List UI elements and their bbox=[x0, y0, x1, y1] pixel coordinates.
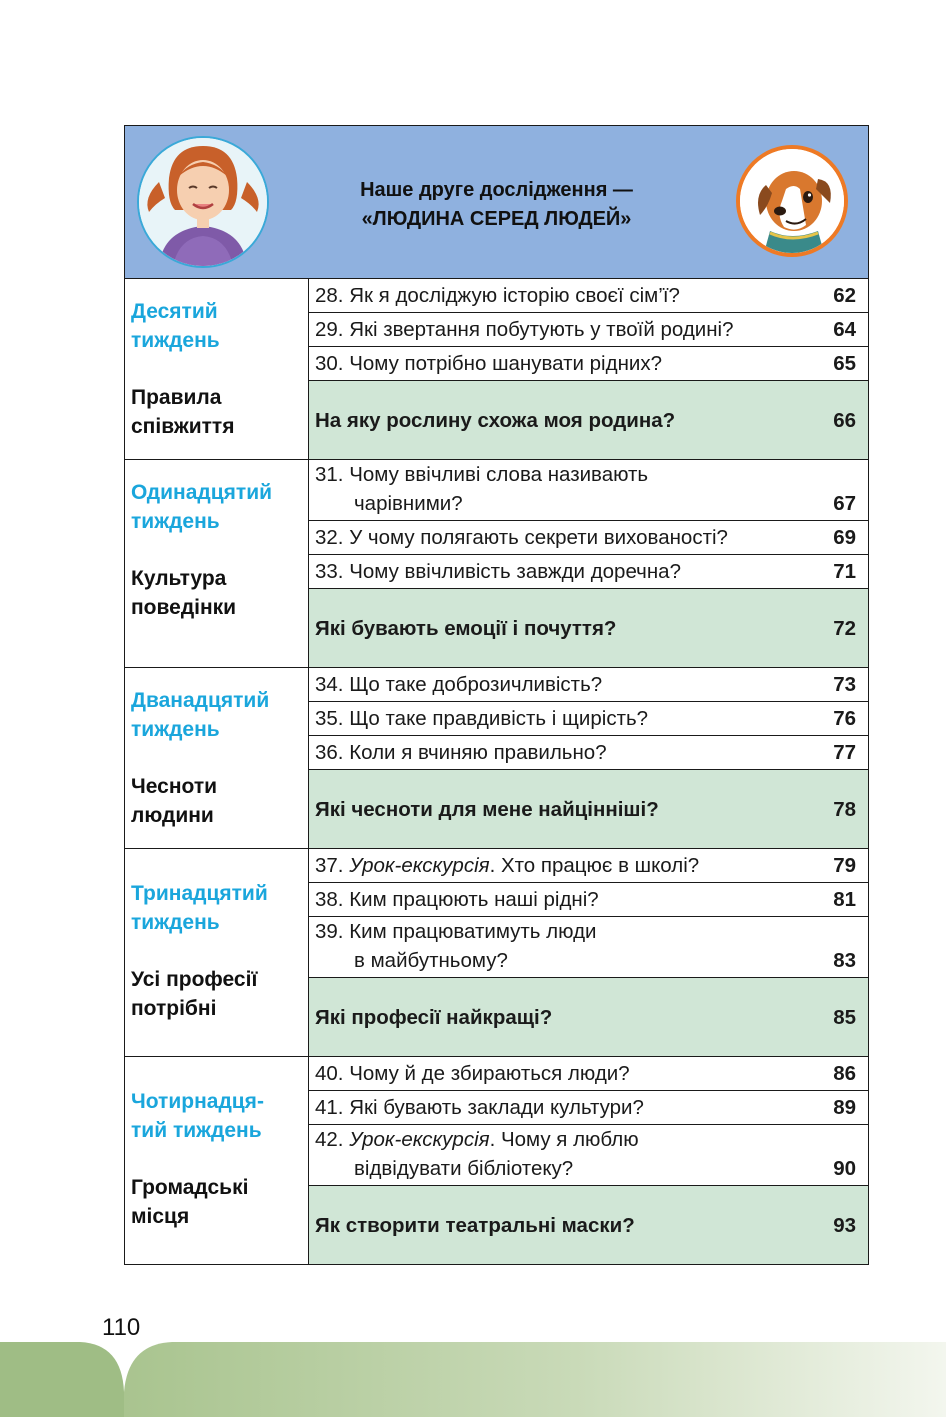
lesson-row[interactable] bbox=[309, 460, 869, 521]
lesson-page: 77 bbox=[833, 741, 856, 764]
lesson-row[interactable] bbox=[309, 279, 869, 313]
week-cell bbox=[125, 668, 309, 849]
lesson-page: 90 bbox=[833, 1157, 856, 1180]
lesson-row[interactable] bbox=[309, 1091, 869, 1125]
week-topic: Культура поведінки bbox=[131, 567, 237, 619]
week-topic: Громадські місця bbox=[131, 1176, 249, 1228]
lesson-page: 65 bbox=[833, 352, 856, 375]
lesson-row[interactable] bbox=[309, 849, 869, 883]
lesson-row[interactable] bbox=[309, 1125, 869, 1186]
project-row[interactable] bbox=[309, 589, 869, 668]
lesson-page: 89 bbox=[833, 1096, 856, 1119]
lesson-page: 93 bbox=[833, 1213, 856, 1237]
lesson-title: 31. Чому ввічливі слова називають чарівними? bbox=[315, 463, 649, 515]
lesson-row[interactable] bbox=[309, 347, 869, 381]
section-title-line-2: «ЛЮДИНА СЕРЕД ЛЮДЕЙ» bbox=[361, 208, 632, 230]
lesson-page: 78 bbox=[833, 797, 856, 821]
project-title: Які бувають емоції і почуття? bbox=[315, 616, 617, 640]
week-name: Чотирнадця- тий тиждень bbox=[131, 1090, 264, 1142]
week-name: Дванадцятий тиждень bbox=[131, 689, 270, 741]
week-name: Одинадцятий тиждень bbox=[131, 481, 273, 533]
week-topic: Чесноти людини bbox=[131, 775, 218, 827]
lesson-title: 30. Чому потрібно шанувати рідних? bbox=[315, 352, 662, 375]
lesson-page: 85 bbox=[833, 1005, 856, 1029]
section-title-line-1: Наше друге дослідження — bbox=[360, 179, 633, 201]
lesson-page: 83 bbox=[833, 949, 856, 972]
lesson-page: 69 bbox=[833, 526, 856, 549]
week-cell bbox=[125, 460, 309, 668]
lesson-title: 35. Що таке правдивість і щирість? bbox=[315, 707, 649, 730]
lesson-row[interactable] bbox=[309, 917, 869, 978]
lesson-title: 36. Коли я вчиняю правильно? bbox=[315, 741, 607, 764]
lesson-page: 86 bbox=[833, 1062, 856, 1085]
week-name: Десятий тиждень bbox=[131, 300, 220, 352]
lesson-page: 81 bbox=[833, 888, 856, 911]
lesson-page: 62 bbox=[833, 284, 856, 307]
project-title: Які професії найкращі? bbox=[315, 1005, 553, 1029]
project-title: Які чесноти для мене найцінніші? bbox=[315, 797, 659, 821]
lesson-page: 76 bbox=[833, 707, 856, 730]
week-cell bbox=[125, 279, 309, 460]
week-topic: Усі професії потрібні bbox=[131, 968, 258, 1020]
table-of-contents bbox=[124, 125, 869, 1265]
project-row[interactable] bbox=[309, 770, 869, 849]
week-name: Тринадцятий тиждень bbox=[131, 882, 268, 934]
footer-decoration bbox=[0, 1342, 946, 1417]
lesson-page: 71 bbox=[833, 560, 856, 583]
project-title: На яку рослину схожа моя родина? bbox=[315, 408, 676, 432]
week-topic: Правила співжиття bbox=[131, 386, 235, 438]
section-header bbox=[125, 126, 869, 279]
project-title: Як створити театральні маски? bbox=[315, 1213, 635, 1237]
lesson-row[interactable] bbox=[309, 1057, 869, 1091]
project-row[interactable] bbox=[309, 978, 869, 1057]
lesson-page: 72 bbox=[833, 616, 856, 640]
lesson-title: 42. Урок-екскурсія. Чому я люблю відвідувати бібліотеку? bbox=[315, 1128, 639, 1180]
project-row[interactable] bbox=[309, 1186, 869, 1265]
lesson-title: 37. Урок-екскурсія. Хто працює в школі? bbox=[315, 854, 700, 877]
lesson-row[interactable] bbox=[309, 702, 869, 736]
lesson-page: 64 bbox=[833, 318, 856, 341]
lesson-row[interactable] bbox=[309, 555, 869, 589]
lesson-page: 67 bbox=[833, 492, 856, 515]
lesson-row[interactable] bbox=[309, 521, 869, 555]
lesson-row[interactable] bbox=[309, 736, 869, 770]
week-cell bbox=[125, 1057, 309, 1265]
project-row[interactable] bbox=[309, 381, 869, 460]
lesson-title: 34. Що таке доброзичливість? bbox=[315, 673, 603, 696]
page-number: 110 bbox=[102, 1314, 141, 1341]
lesson-row[interactable] bbox=[309, 883, 869, 917]
lesson-title: 33. Чому ввічливість завжди доречна? bbox=[315, 560, 681, 583]
lesson-title: 32. У чому полягають секрети вихованості? bbox=[315, 526, 728, 549]
week-cell bbox=[125, 849, 309, 1057]
lesson-title: 38. Ким працюють наші рідні? bbox=[315, 888, 599, 911]
dog-character-icon bbox=[736, 145, 848, 257]
lesson-title: 39. Ким працюватимуть люди в майбутньому? bbox=[315, 920, 597, 972]
lesson-row[interactable] bbox=[309, 313, 869, 347]
lesson-title: 28. Як я досліджую історію своєї сім’ї? bbox=[315, 284, 680, 307]
lesson-page: 79 bbox=[833, 854, 856, 877]
lesson-page: 66 bbox=[833, 408, 856, 432]
lesson-row[interactable] bbox=[309, 668, 869, 702]
lesson-page: 73 bbox=[833, 673, 856, 696]
lesson-title: 29. Які звертання побутують у твоїй родині? bbox=[315, 318, 734, 341]
lesson-title: 40. Чому й де збираються люди? bbox=[315, 1062, 630, 1085]
lesson-title: 41. Які бувають заклади культури? bbox=[315, 1096, 644, 1119]
